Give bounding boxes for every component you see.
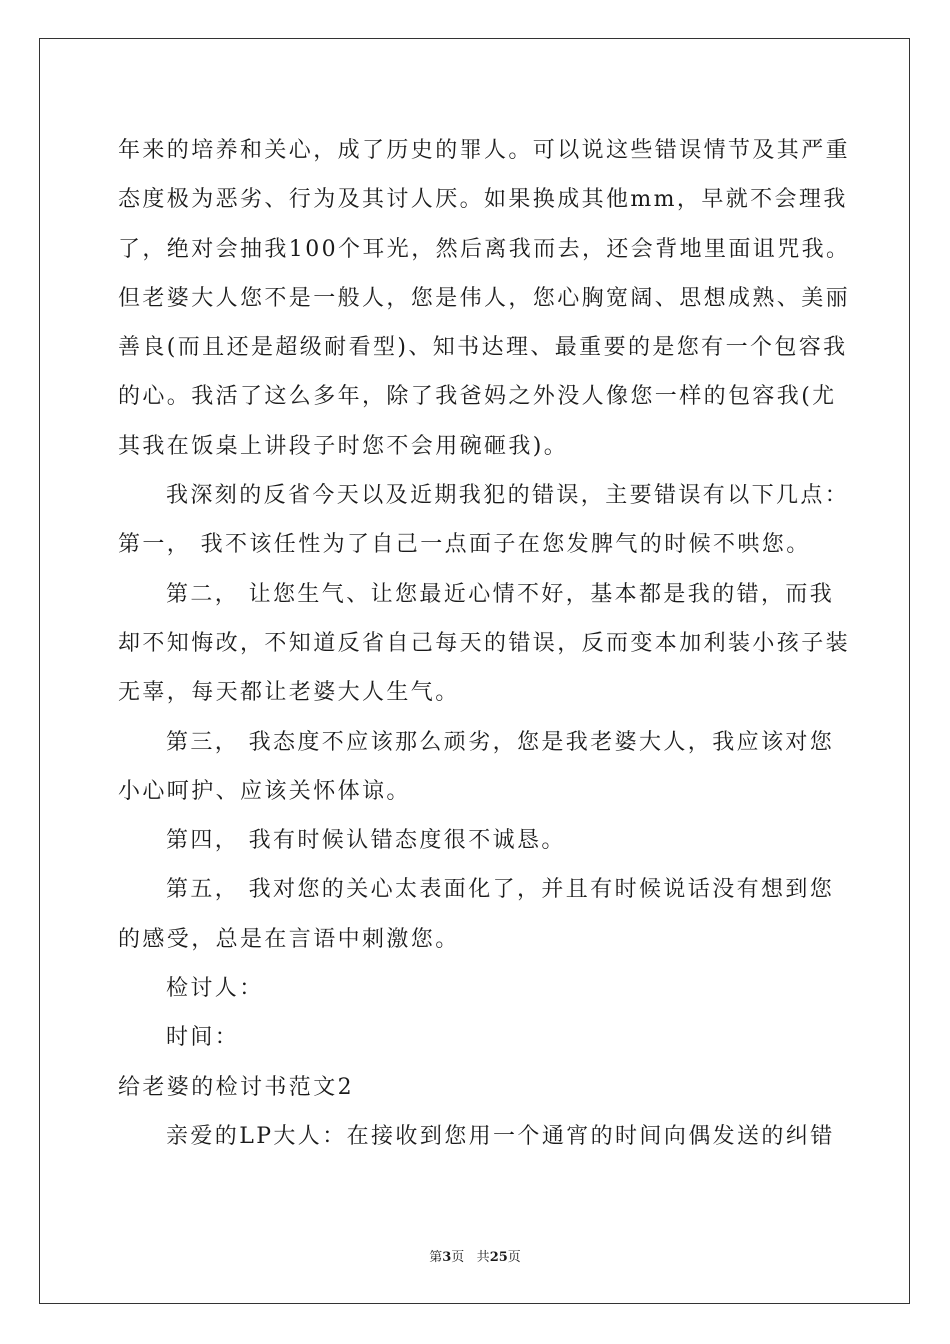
signature-label: 检讨人： <box>166 976 264 1002</box>
text-line: 年来的培养和关心，成了历史的罪人。可以说这些错误情节及其严重 <box>118 138 851 163</box>
page-number: 3 <box>442 1250 452 1265</box>
text-line: 第三， 我态度不应该那么顽劣，您是我老婆大人，我应该对您 <box>166 729 835 755</box>
page-prefix: 第 <box>429 1250 443 1265</box>
date-label: 时间： <box>166 1025 240 1051</box>
page-unit: 页 <box>451 1250 465 1265</box>
text-line: 却不知悔改，不知道反省自己每天的错误，反而变本加利装小孩子装 <box>118 630 851 656</box>
text-line: 的心。我活了这么多年，除了我爸妈之外没人像您一样的包容我(尤 <box>118 384 837 410</box>
page-footer <box>0 1246 950 1265</box>
section-title: 给老婆的检讨书范文2 <box>118 1074 354 1100</box>
text-line: 第一， 我不该任性为了自己一点面子在您发脾气的时候不哄您。 <box>118 532 811 558</box>
total-unit: 页 <box>507 1250 521 1265</box>
document-body <box>118 126 851 1161</box>
text-line: 无辜，每天都让老婆大人生气。 <box>118 680 460 706</box>
total-prefix: 共 <box>476 1250 490 1265</box>
text-line: 了，绝对会抽我100个耳光，然后离我而去，还会背地里面诅咒我。 <box>118 236 851 262</box>
total-pages: 25 <box>489 1250 508 1265</box>
text-line: 第五， 我对您的关心太表面化了，并且有时候说话没有想到您 <box>166 877 835 903</box>
text-line: 态度极为恶劣、行为及其讨人厌。如果换成其他mm，早就不会理我 <box>118 187 848 213</box>
text-line: 第二， 让您生气、让您最近心情不好，基本都是我的错，而我 <box>166 581 835 607</box>
text-line: 第四， 我有时候认错态度很不诚恳。 <box>166 828 566 854</box>
text-line: 善良(而且还是超级耐看型)、知书达理、最重要的是您有一个包容我 <box>118 335 848 361</box>
text-line: 其我在饭桌上讲段子时您不会用碗砸我)。 <box>118 433 569 459</box>
text-line: 我深刻的反省今天以及近期我犯的错误，主要错误有以下几点： <box>166 483 850 509</box>
text-line: 亲爱的LP大人：在接收到您用一个通宵的时间向偶发送的纠错 <box>166 1123 835 1149</box>
text-line: 的感受，总是在言语中刺激您。 <box>118 926 460 952</box>
text-line: 但老婆大人您不是一般人，您是伟人，您心胸宽阔、思想成熟、美丽 <box>118 285 851 311</box>
text-line: 小心呵护、应该关怀体谅。 <box>118 778 411 804</box>
